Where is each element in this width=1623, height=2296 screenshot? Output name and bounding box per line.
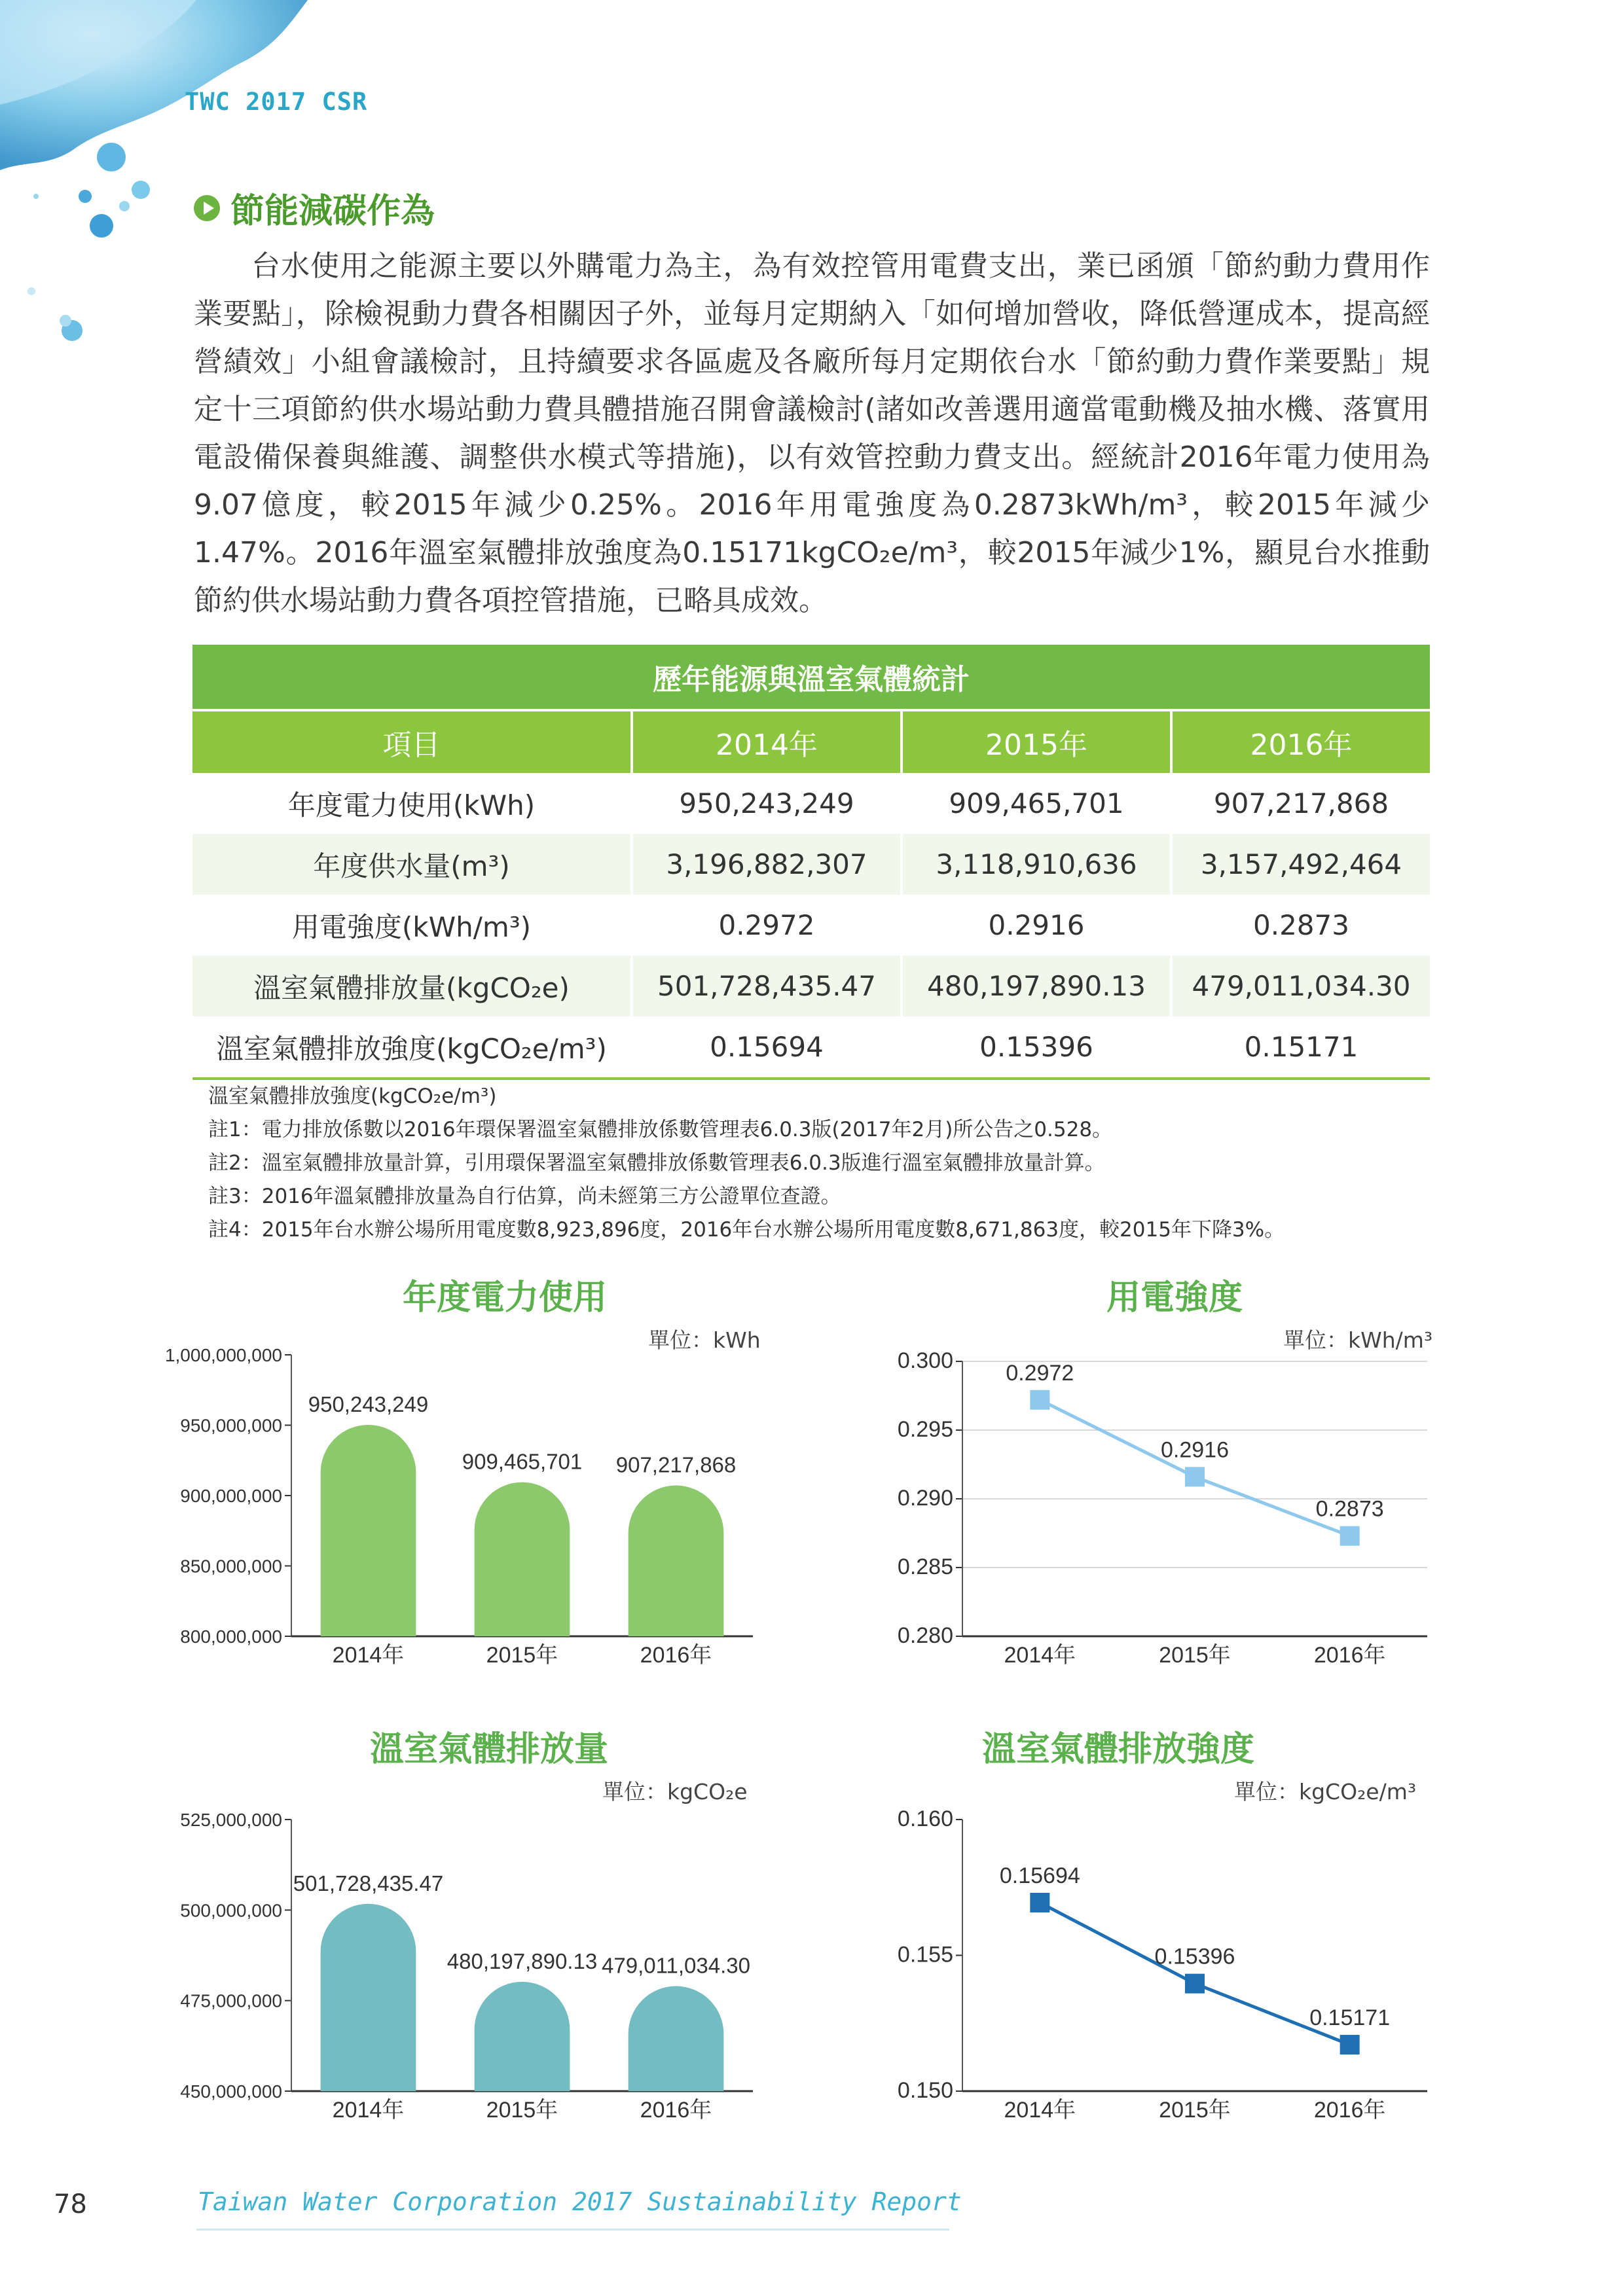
body-paragraph-block [194,242,1430,624]
report-header-label: TWC 2017 CSR [185,88,368,116]
y-tick-label: 0.290 [897,1486,953,1511]
table-cell: 年度電力使用(kWh) [192,773,632,834]
energy-ghg-table [192,645,1430,1080]
x-tick-label: 2015年 [486,1643,558,1668]
data-label: 501,728,435.47 [293,1871,444,1895]
section-heading [194,183,435,232]
y-tick-label: 0.285 [897,1554,953,1579]
chart-unit: 單位：kWh/m³ [1283,1327,1433,1353]
table-cell: 3,157,492,464 [1171,834,1430,895]
table-cell: 溫室氣體排放量(kgCO₂e) [192,956,632,1016]
series-line [1040,1903,1349,2045]
y-tick-label: 525,000,000 [180,1810,282,1830]
data-point [1185,1974,1205,1994]
y-tick-label: 0.295 [897,1417,953,1442]
table-row [192,834,1430,895]
x-tick-label: 2014年 [332,1643,405,1668]
y-tick-label: 0.300 [897,1348,953,1373]
x-tick-label: 2014年 [332,2098,405,2123]
x-tick-label: 2014年 [1004,1643,1076,1668]
table-cell: 0.2873 [1253,909,1349,941]
table-cell: 950,243,249 [632,773,902,834]
chart-title: 溫室氣體排放量 [370,1730,609,1769]
chart-unit: 單位：kgCO₂e [602,1779,748,1804]
y-tick-label: 1,000,000,000 [164,1345,282,1365]
footer-report-title: Taiwan Water Corporation 2017 Sustainability Report [198,2187,962,2216]
table-header-item: 項目 [192,710,632,773]
footer-divider [196,2229,949,2231]
data-label: 479,011,034.30 [602,1953,750,1978]
table-cell: 0.15694 [632,1016,902,1079]
y-tick-label: 500,000,000 [180,1900,282,1921]
table-cell: 501,728,435.47 [632,956,902,1016]
data-label: 0.2873 [1315,1496,1384,1522]
table-cell: 0.15396 [902,1016,1171,1079]
data-point [1030,1893,1049,1912]
table-cell: 0.2916 [902,895,1171,956]
table-cell: 907,217,868 [1213,787,1389,819]
table-cell: 3,196,882,307 [632,834,902,895]
bar [475,1482,570,1636]
table-cell: 用電強度(kWh/m³) [192,895,632,956]
table-cell: 年度供水量(m³) [192,834,632,895]
chart-electricity-usage [164,1335,773,1689]
note-line: 註1：電力排放係數以2016年環保署溫室氣體排放係數管理表6.0.3版(2017年2月)所公告之0.528。 [208,1118,1113,1141]
x-tick-label: 2014年 [1004,2098,1076,2123]
x-tick-label: 2015年 [486,2098,558,2123]
table-row [192,956,1430,1016]
bar [629,1986,724,2091]
y-tick-label: 0.280 [897,1623,953,1648]
data-point [1340,1526,1360,1546]
y-tick-label: 950,000,000 [180,1415,282,1436]
table-cell: 479,011,034.30 [1171,956,1430,1016]
y-tick-label: 900,000,000 [180,1486,282,1506]
table-cell: 3,118,910,636 [902,834,1171,895]
table-notes [208,1080,1285,1247]
table-header-2014: 2014年 [632,710,902,773]
section-title: 節能減碳作為 [230,192,435,231]
y-tick-label: 800,000,000 [180,1626,282,1647]
chart-title: 年度電力使用 [403,1278,608,1318]
bar [629,1486,724,1636]
table-cell: 0.2972 [632,895,902,956]
chart-unit: 單位：kWh [648,1327,761,1353]
data-label: 0.15396 [1154,1944,1235,1969]
data-label: 0.2916 [1161,1437,1229,1463]
data-label: 0.2972 [1006,1360,1074,1386]
y-tick-label: 0.155 [897,1942,953,1967]
chart-unit: 單位：kgCO₂e/m³ [1234,1779,1417,1804]
note-line: 註4：2015年台水辦公場所用電度數8,923,896度，2016年台水辦公場所用電度數8,671,863度，較2015年下降3%。 [208,1218,1285,1242]
table-title: 歷年能源與溫室氣體統計 [192,645,1430,710]
chart-title: 用電強度 [1106,1278,1243,1318]
data-point [1030,1390,1049,1410]
page-number: 78 [54,2189,87,2219]
data-label: 480,197,890.13 [447,1948,598,1973]
data-label: 950,243,249 [308,1391,429,1416]
y-tick-label: 450,000,000 [180,2081,282,2102]
chart-title: 溫室氣體排放強度 [982,1730,1255,1769]
data-label: 909,465,701 [462,1449,583,1474]
x-tick-label: 2016年 [1313,2098,1386,2123]
chart-ghg-intensity [871,1793,1460,2140]
x-tick-label: 2015年 [1159,2098,1231,2123]
data-label: 907,217,868 [615,1452,737,1477]
data-label: 0.15694 [999,1863,1080,1888]
y-tick-label: 0.150 [897,2078,953,2103]
table-row [192,895,1430,956]
table-header-2016: 2016年 [1171,710,1430,773]
bar [321,1904,416,2091]
table-cell: 909,465,701 [902,773,1171,834]
data-label: 0.15171 [1309,2005,1391,2031]
x-tick-label: 2016年 [640,2098,712,2123]
x-tick-label: 2015年 [1159,1643,1231,1668]
data-point [1340,2035,1360,2054]
table-cell: 0.15171 [1171,1016,1430,1079]
table-row [192,1016,1430,1079]
y-tick-label: 475,000,000 [180,1990,282,2011]
y-tick-label: 850,000,000 [180,1556,282,1577]
x-tick-label: 2016年 [1313,1643,1386,1668]
bar [321,1425,416,1636]
table-row [192,773,1430,834]
chart-ghg-emissions [180,1793,773,2140]
note-line: 註2：溫室氣體排放量計算，引用環保署溫室氣體排放係數管理表6.0.3版進行溫室氣體排放量計算。 [208,1151,1105,1175]
x-tick-label: 2016年 [640,1643,712,1668]
body-paragraph: 台水使用之能源主要以外購電力為主，為有效控管用電費支出，業已函頒「節約動力費用作業要點」，除檢視動力費各相關因子外，並每月定期納入「如何增加營收，降低營運成本，提高經營績效」小組會議檢討，且持續要求各區處及各廠所每月定期依台水「節約動力費作業要點」規定十三項節約供水場站動力費具體措施召開會議檢討(諸如改善選用適當電動機及抽水機、落實用電設備保養與維護、調整供水模式等措施)，以有效管控動力費支出。經統計2016年電力使用為9.07億度，較2015年減少0.25%。2016年用電強度為0.2873kWh/m³，較2015年減少1.47%。2016年溫室氣體排放強度為0.15171kgCO₂e/m³，較2015年減少1%，顯見台水推動節約供水場站動力費各項控管措施，已略具成效。 [194,249,1430,617]
table-cell: 480,197,890.13 [902,956,1171,1016]
bar [475,1982,570,2091]
table-header-2015: 2015年 [902,710,1171,773]
table-cell: 溫室氣體排放強度(kgCO₂e/m³) [192,1016,632,1079]
chart-power-intensity [871,1335,1460,1689]
note-line: 溫室氣體排放強度(kgCO₂e/m³) [208,1085,497,1108]
y-tick-label: 0.160 [897,1806,953,1831]
note-line: 註3：2016年溫氣體排放量為自行估算，尚未經第三方公證單位查證。 [208,1185,841,1208]
play-bullet-icon [194,195,220,221]
data-point [1185,1467,1205,1486]
